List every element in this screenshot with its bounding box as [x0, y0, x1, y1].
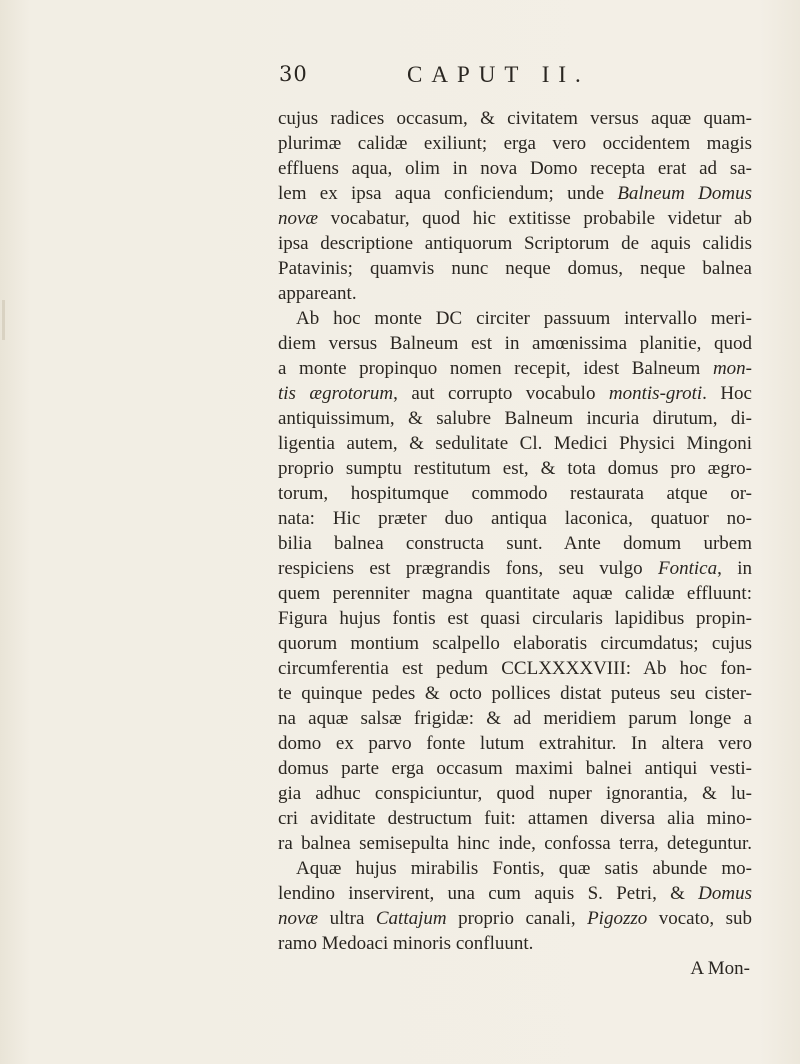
text-line	[278, 331, 752, 356]
text-segment: quorum montium scalpello elaboratis circumdatus; cujus	[278, 633, 752, 654]
text-line	[278, 181, 752, 206]
text-line	[278, 681, 752, 706]
running-title: CAPUT II.	[407, 62, 590, 87]
text-line	[278, 731, 752, 756]
text-segment: Ab hoc monte DC circiter passuum intervallo meri-	[296, 308, 752, 329]
text-line	[278, 556, 752, 581]
text-segment: vocato, sub	[647, 908, 752, 929]
text-segment: Aquæ hujus mirabilis Fontis, quæ satis abunde mo-	[296, 858, 752, 879]
text-segment: tis ægrotorum	[278, 383, 394, 404]
text-segment: effluens aqua, olim in nova Domo recepta erat ad sa-	[278, 158, 752, 179]
text-segment: nata: Hic præter duo antiqua laconica, quatuor no-	[278, 508, 752, 529]
text-line	[278, 106, 752, 131]
text-segment: ramo Medoaci minoris confluunt.	[278, 933, 534, 954]
text-segment: cri aviditate destructum fuit: attamen diversa alia mino-	[278, 808, 752, 829]
text-line	[278, 756, 752, 781]
text-line	[278, 256, 752, 281]
text-line	[278, 881, 752, 906]
text-segment: lendino inservirent, una cum aquis S. Petri, &	[278, 883, 699, 904]
text-line	[278, 856, 752, 881]
text-segment: Cattajum	[375, 908, 447, 929]
text-segment: torum, hospitumque commodo restaurata atque or-	[278, 483, 752, 504]
text-segment: Fontica	[657, 558, 718, 579]
text-segment: plurimæ calidæ exiliunt; erga vero occidentem magis	[278, 133, 752, 154]
page-number: 30	[279, 62, 308, 86]
text-segment: lem ex ipsa aqua conficiendum; unde	[278, 183, 618, 204]
text-segment: bilia balnea constructa sunt. Ante domum urbem	[278, 533, 752, 554]
text-line	[278, 631, 752, 656]
text-segment: montis-groti	[608, 383, 703, 404]
text-segment: appareant.	[278, 283, 357, 304]
text-line	[278, 206, 752, 231]
text-segment: Balneum Domus	[617, 183, 752, 204]
text-line	[278, 381, 752, 406]
text-segment: na aquæ salsæ frigidæ: & ad meridiem parum longe a	[278, 708, 752, 729]
text-segment: , in	[717, 558, 753, 579]
text-line	[278, 806, 752, 831]
text-line	[278, 481, 752, 506]
text-line	[278, 656, 752, 681]
page-header	[0, 62, 800, 98]
text-segment: antiquissimum, & salubre Balneum incuria dirutum, di-	[278, 408, 752, 429]
text-segment: mon-	[712, 358, 752, 379]
text-line	[278, 306, 752, 331]
text-segment: circumferentia est pedum CCLXXXXVIII: Ab hoc fon-	[278, 658, 752, 679]
text-line	[278, 231, 752, 256]
text-line	[278, 431, 752, 456]
text-segment: Pigozzo	[587, 908, 648, 929]
text-segment: ligentia autem, & sedulitate Cl. Medici Physici Mingoni	[278, 433, 752, 454]
text-line	[278, 831, 752, 856]
text-segment: gia adhuc conspiciuntur, quod nuper ignorantia, & lu-	[278, 783, 752, 804]
text-line	[278, 156, 752, 181]
text-line	[278, 456, 752, 481]
text-line	[278, 406, 752, 431]
text-segment: a monte propinquo nomen recepit, idest Balneum	[278, 358, 713, 379]
text-segment: novæ	[278, 908, 319, 929]
text-segment: . Hoc	[702, 383, 752, 404]
text-line	[278, 606, 752, 631]
text-segment: quem perenniter magna quantitate aquæ calidæ effluunt:	[278, 583, 752, 604]
text-segment: ra balnea semisepulta hinc inde, confossa terra, deteguntur.	[278, 833, 752, 854]
body-text	[278, 106, 752, 981]
text-segment: vocabatur, quod hic extitisse probabile videtur ab	[318, 208, 752, 229]
text-line	[278, 131, 752, 156]
text-segment: , aut corrupto vocabulo	[393, 383, 609, 404]
text-line	[278, 781, 752, 806]
text-segment: proprio sumptu restitutum est, & tota domus pro ægro-	[278, 458, 752, 479]
text-line	[278, 531, 752, 556]
text-segment: ipsa descriptione antiquorum Scriptorum de aquis calidis	[278, 233, 752, 254]
text-segment: novæ	[278, 208, 319, 229]
text-segment: domus parte erga occasum maximi balnei antiqui vesti-	[278, 758, 752, 779]
text-line	[278, 281, 752, 306]
page-edge-mark	[2, 300, 5, 340]
text-segment: Patavinis; quamvis nunc neque domus, neque balnea	[278, 258, 752, 279]
text-segment: ultra	[318, 908, 376, 929]
text-segment: Figura hujus fontis est quasi circularis lapidibus propin-	[278, 608, 752, 629]
text-line	[278, 506, 752, 531]
text-segment: cujus radices occasum, & civitatem versus aquæ quam-	[278, 108, 752, 129]
text-segment: domo ex parvo fonte lutum extrahitur. In altera vero	[278, 733, 752, 754]
text-line	[278, 356, 752, 381]
text-segment: proprio canali,	[446, 908, 588, 929]
text-line	[278, 581, 752, 606]
text-segment: te quinque pedes & octo pollices distat puteus seu cister-	[278, 683, 752, 704]
text-segment: respiciens est prægrandis fons, seu vulgo	[278, 558, 658, 579]
text-line	[278, 706, 752, 731]
text-segment: Domus	[698, 883, 752, 904]
text-line	[278, 931, 752, 956]
catchword: A Mon-	[690, 958, 750, 979]
text-segment: diem versus Balneum est in amœnissima planitie, quod	[278, 333, 752, 354]
text-line	[278, 906, 752, 931]
